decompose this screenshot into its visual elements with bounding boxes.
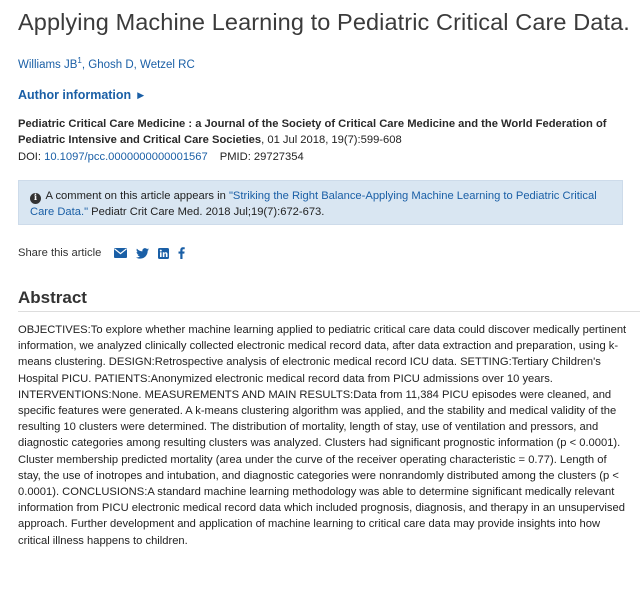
- article-identifiers: [18, 151, 304, 163]
- author-information-label: Author information: [18, 88, 132, 102]
- doi-label: DOI:: [18, 151, 45, 163]
- author-link[interactable]: [88, 59, 133, 71]
- journal-name: Pediatric Critical Care Medicine : a Journal of the Society of Critical Care Medicine and the World Federation of Pediatric Intensive and Critical Care Societies: [18, 118, 607, 146]
- comment-notice: [18, 180, 623, 225]
- comment-article-link[interactable]: "Striking the Right Balance-Applying Machine Learning to Pediatric Critical Care Data.": [30, 190, 597, 218]
- chevron-right-icon: ▶: [137, 90, 145, 100]
- notice-prefix: A comment on this article appears in: [43, 190, 229, 202]
- author-name: Ghosh D: [88, 58, 134, 71]
- journal-date: , 01 Jul 2018, 19(7):599-608: [261, 134, 402, 146]
- journal-citation: [18, 116, 628, 148]
- article-title: Applying Machine Learning to Pediatric Critical Care Data.: [18, 9, 630, 35]
- share-label: Share this article: [18, 247, 102, 259]
- author-affiliation-sup: 1: [77, 56, 82, 65]
- info-icon: i: [30, 193, 41, 204]
- facebook-icon[interactable]: [178, 247, 185, 259]
- author-list: Williams JB$^1$, Ghosh D, Wetzel RC: [18, 56, 195, 71]
- email-icon[interactable]: [114, 248, 127, 258]
- abstract-text: OBJECTIVES:To explore whether machine learning applied to pediatric critical care data could discover medically pertinent information, we analyzed clinically collected electronic medical record data, after data extraction and preparation, using k-means clustering. DESIGN:Retrospective analysis of electronic medical record ICU data. SETTING:Tertiary Children's Hospital PICU. PATIENTS:Anonymized electronic medical record data from PICU admissions over 10 years. INTERVENTIONS:None. MEASUREMENTS AND MAIN RESULTS:Data from 11,384 PICU episodes were cleaned, and specific features were generated. A k-means clustering algorithm was applied, and the stability and medical validity of the resulting 10 clusters were determined. The distribution of mortality, length of stay, use of ventilation and pressors, and diagnostic categories among resulting clusters was analyzed. Clusters had significant prognostic information (p < 0.0001). Cluster membership predicted mortality (area under the curve of the receiver operating characteristic = 0.77). Length of stay, the use of inotropes and intubation, and diagnostic categories were nonrandomly distributed among the clusters (p < 0.0001). CONCLUSIONS:A standard machine learning methodology was able to determine significant medically relevant information from PICU electronic medical record data which included prognosis, diagnosis, and therapy in an unsupervised approach. Further development and application of machine learning to critical care data may provide insights into how critical illness happens to children.: [18, 324, 627, 547]
- share-bar: [18, 247, 185, 259]
- divider: [18, 311, 640, 312]
- pmid: PMID: 29727354: [219, 151, 304, 163]
- linkedin-icon[interactable]: [158, 248, 169, 259]
- author-information-toggle[interactable]: [18, 88, 144, 102]
- author-link[interactable]: [140, 59, 195, 71]
- author-link[interactable]: [18, 56, 82, 71]
- author-name: Wetzel RC: [140, 58, 195, 71]
- notice-suffix: Pediatr Crit Care Med. 2018 Jul;19(7):672-673.: [88, 206, 325, 218]
- author-name: Williams JB: [18, 58, 78, 71]
- doi-link[interactable]: 10.1097/pcc.0000000000001567: [44, 151, 208, 163]
- abstract-heading: Abstract: [18, 288, 87, 307]
- twitter-icon[interactable]: [136, 248, 149, 259]
